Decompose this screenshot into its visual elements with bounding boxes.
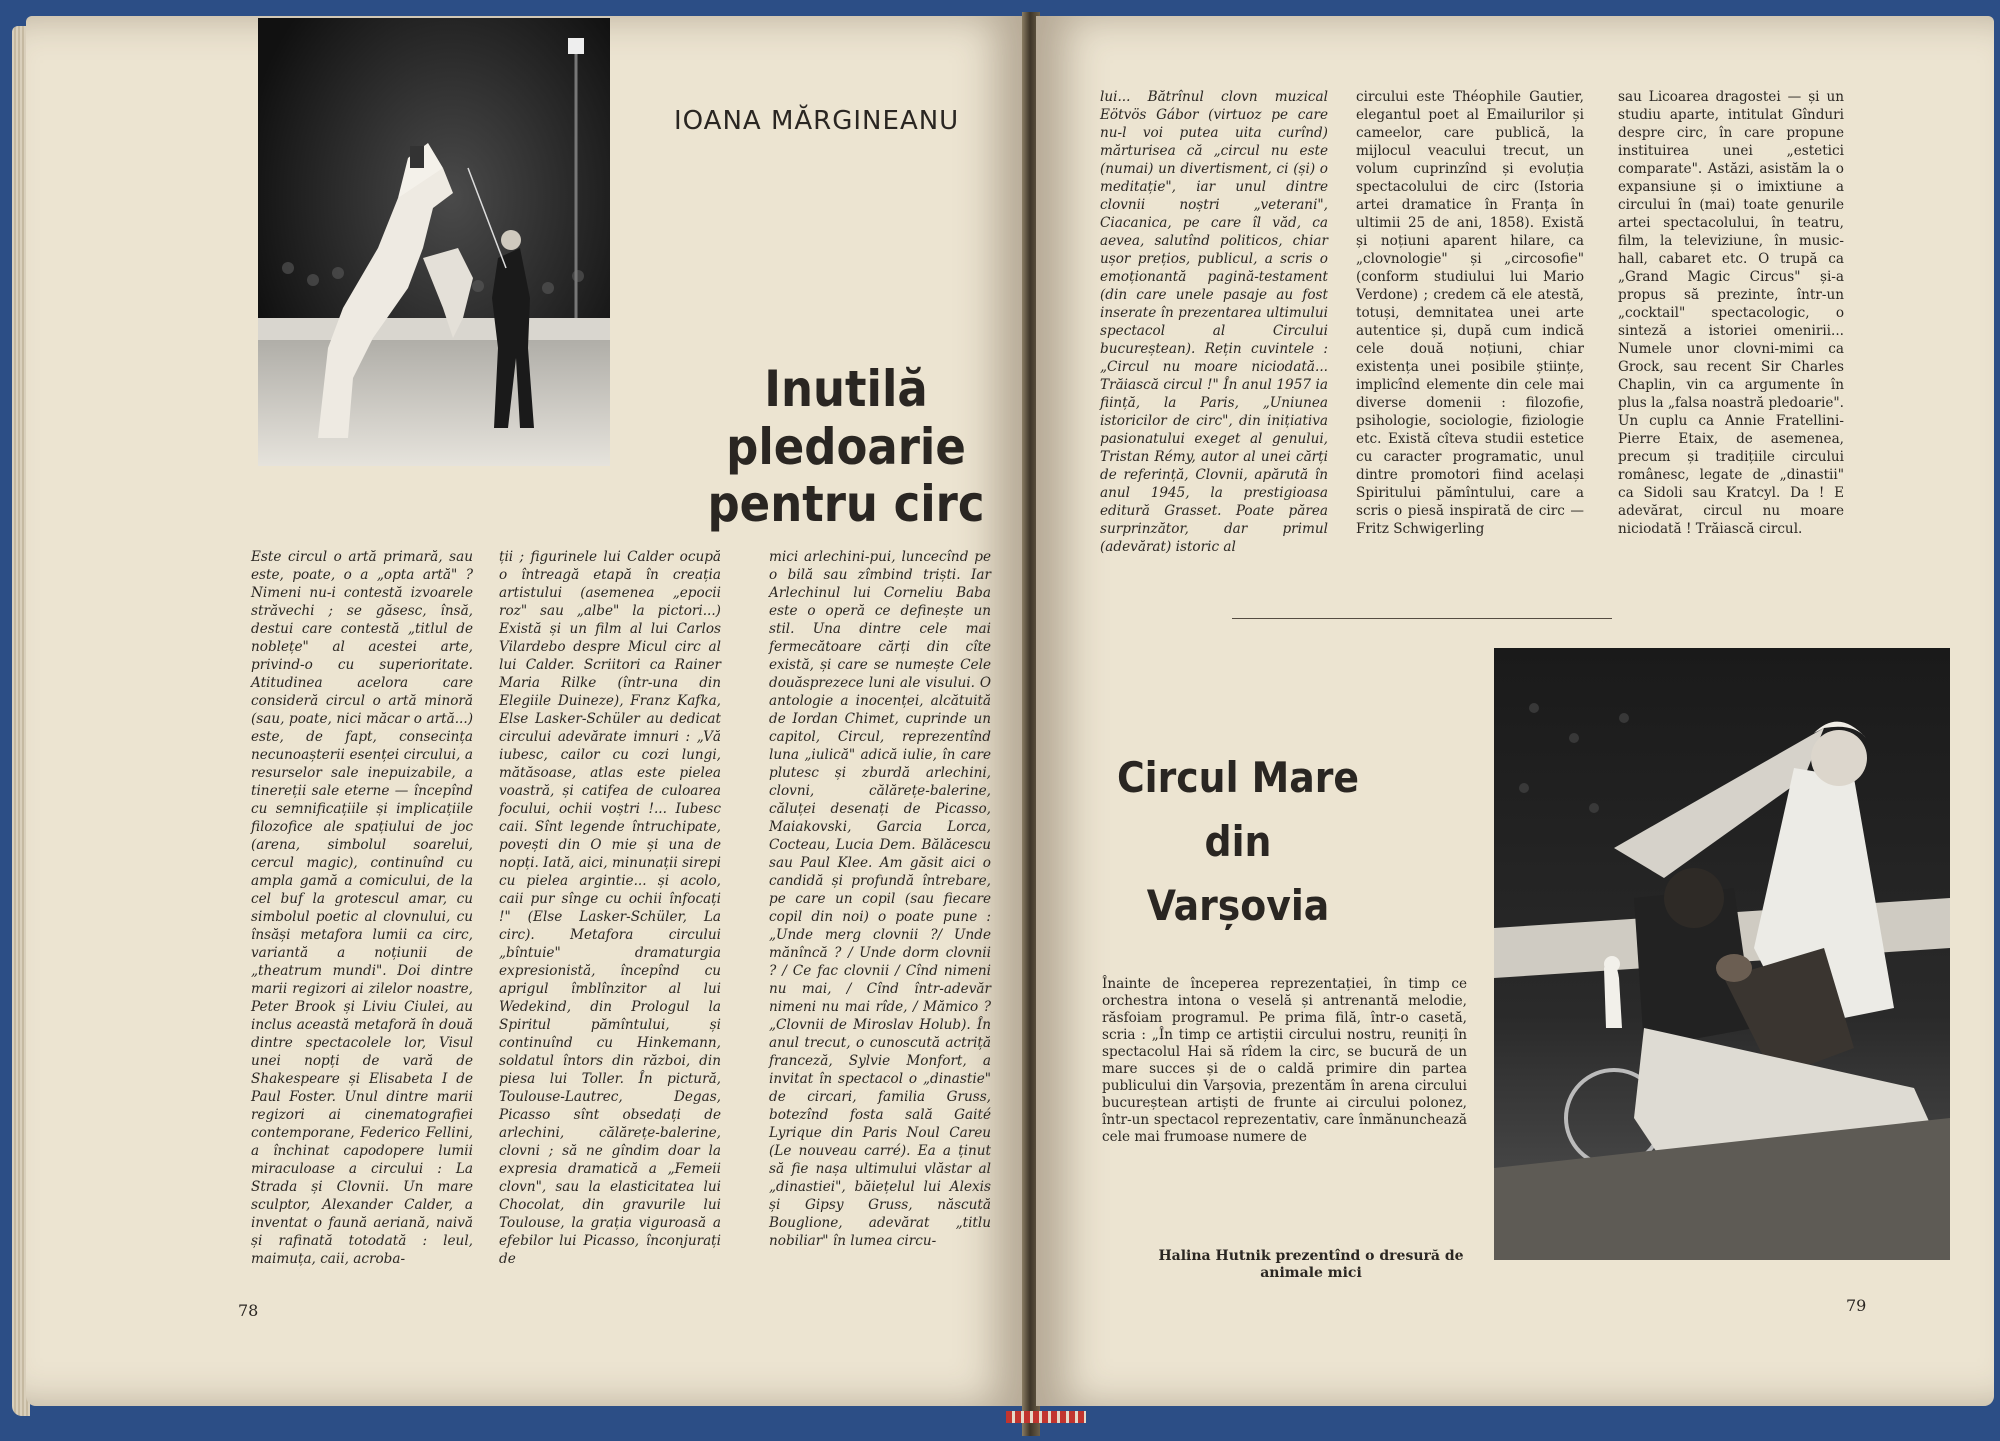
article2-body: Înainte de începerea reprezentației, în timp ce orchestra intona o veselă și antrenantă melodie, răsfoiam programul. Pe prima filă, într-o casetă, scria : „În timp ce artiștii circului nostru, reuniți în spectacolul Hai să rîdem la circ, se bucură de un mare succes și de o caldă primire din partea publicului din Varșovia, prezentăm în arena circului bucureștean artiști de frunte ai circului polonez, într-un spectacol reprezentativ, care înmănunchează cele mai frumoase numere de: [1102, 976, 1467, 1145]
page-number-right: 79: [1846, 1296, 1867, 1315]
horse-trainer-image: [258, 18, 610, 466]
headline-line-2: pentru circ: [707, 475, 985, 533]
left-column-3: mici arlechini-pui, luncecînd pe o bilă sau zîmbind triști. Iar Arlechinul lui Corneliu Baba este o operă ce definește un stil. Una dintre cele mai fermecătoare cărți din cîte există, și care se numește Cele douăsprezece luni ale visului. O antologie a inocenței, alcătuită de Iordan Chimet, cuprinde un capitol, Circul, reprezentînd luna „iulică" adică iulie, în care plutesc și zburdă arlechini, clovni, călărețe-balerine, căluței desenați de Picasso, Maiakovski, Garcia Lorca, Cocteau, Lucia Dem. Bălăcescu sau Paul Klee. Am găsit aici o candidă și profundă întrebare, pe care un copil (sau fiecare copil din noi) o poate pune : „Unde merg clovnii ?/ Unde mănîncă ? / Unde dorm clovnii ? / Ce fac clovnii / Cînd nimeni nu mai, / Cînd într-adevăr nimeni nu mai rîde, / Mămico ? „Clovnii de Miroslav Holub). În anul trecut, o cunoscută actriță franceză, Sylvie Monfort, a invitat în spectacol o „dinastie" de circari, familia Gruss, botezînd fosta sală Gaité Lyrique din Paris Noul Careu (Le nouveau carré). Ea a ținut să fie nașa ultimului vlăstar al „dinastiei", băiețelul lui Alexis și Gipsy Gruss, născută Bouglione, adevărat „titlu nobiliar" în lumea circu-: [769, 549, 991, 1249]
headline-line-1: Inutilă pledoarie: [726, 360, 966, 476]
left-column-1: Este circul o artă primară, sau este, poate, o a „opta artă" ? Nimeni nu-i contestă izvoarele străvechi ; se găsesc, însă, destui care contestă „titlul de noblețe" al acestei arte, privind-o cu superioritate. Atitudinea acelora care consideră circul o artă minoră (sau, poate, nici măcar o artă...) este, de fapt, consecința necunoașterii esenței circului, a resurselor sale inepuizabile, a tinereții sale eterne — începînd cu semnificațiile și implicațiile filozofice ale spațiului de joc (arena, simbolul soarelui, cercul magic), continuînd cu ampla gamă a comicului, de la cel buf la grotescul amar, cu simbolul poetic al clovnului, cu însăși metafora lumii ca circ, variantă a noțiunii de „theatrum mundi". Doi dintre marii regizori ai zilelor noastre, Peter Brook și Liviu Ciulei, au inclus această metaforă în două dintre spectacolele lor, Visul unei nopți de vară de Shakespeare și Elisabeta I de Paul Foster. Unul dintre marii regizori ai cinematografiei contemporane, Federico Fellini, a închinat capodopere lumii miraculoase a circului : La Strada și Clovnii. Un mare sculptor, Alexander Calder, a inventat o faună aeriană, naivă și rafinată totodată : leul, maimuța, caii, acroba-: [251, 549, 473, 1267]
headline2-line-3: Varșovia: [1146, 881, 1330, 930]
magazine-spread: [6, 6, 1994, 1430]
bookmark-ribbon: [1006, 1411, 1086, 1423]
right-column-3: sau Licoarea dragostei — și un studiu aparte, intitulat Gînduri despre circ, în care propune instituirea unei „estetici comparate". Astăzi, asistăm la o expansiune și o imixtiune a circului în (mai) toate genurile artei spectacolului, în teatru, film, la televiziune, în music-hall, cabaret etc. O trupă ca „Grand Magic Circus" și-a propus să prezinte, într-un „cocktail" spectacologic, o sinteză a istoriei omenirii... Numele unor clovni-mimi ca Grock, sau recent Sir Charles Chaplin, vin ca argumente în plus la „falsa noastră pledoarie". Un cuplu ca Annie Fratellini-Pierre Etaix, de asemenea, precum și tradițiile circului românesc, legate de „dinastii" ca Sidoli sau Kratcyl. Da ! E adevărat, circul nu moare niciodată ! Trăiască circul.: [1618, 89, 1844, 537]
headline2-line-1: Circul Mare: [1116, 753, 1360, 802]
right-column-2: circului este Théophile Gautier, elegantul poet al Emailurilor și cameelor, care publică, la mijlocul veacului trecut, un volum cuprinzînd și evoluția spectacolului de circ (Istoria artei dramatice în Franța în ultimii 25 de ani, 1858). Există și noțiuni aparent hilare, ca „clovnologie" și „circosofie" (conform studiului lui Mario Verdone) ; credem că ele atestă, totuși, demnitatea unei arte autentice și, după cum indică cele două noțiuni, chiar existența unei posibile științe, implicînd elemente din cele mai diverse domenii : filozofie, psihologie, sociologie, fiziologie etc. Există cîteva studii estetice cu caracter programatic, unul dintre promotori fiind același Spiritului pămîntului, care a scris o piesă inspirată de circ — Fritz Schwigerling: [1356, 89, 1584, 537]
left-column-2: ții ; figurinele lui Calder ocupă o întreagă etapă în creația artistului (asemenea „epocii roz" sau „albe" la pictori...) Există și un film al lui Carlos Vilardebo despre Micul circ al lui Calder. Scriitori ca Rainer Maria Rilke (într-una din Elegiile Duineze), Franz Kafka, Else Lasker-Schüler au dedicat circului adevărate imnuri : „Vă iubesc, cailor cu cozi lungi, mătăsoase, atlas este pielea voastră, și catifea de culoarea focului, ochii voștri !... Iubesc caii. Sînt legende întruchipate, povești din O mie și una de nopți. Iată, aici, minunații sirepi cu pielea argintie... și acolo, caii pur sînge cu ochii înfocați !" (Else Lasker-Schüler, La circ). Metafora circului „bîntuie" dramaturgia expresionistă, începînd cu aprigul îmblînzitor al lui Wedekind, din Prologul la Spiritul pămîntului, și continuînd cu Hinkemann, soldatul întors din război, din piesa lui Toller. În pictură, Toulouse-Lautrec, Degas, Picasso sînt obsedați de arlechini, călărețe-balerine, clovni ; să ne gîndim doar la expresia dramatică a „Femeii clovn", sau la elasticitatea lui Chocolat, din gravurile lui Toulouse, la grația viguroasă a efebilor lui Picasso, înconjurați de: [499, 549, 721, 1267]
right-column-1: lui... Bătrînul clovn muzical Eötvös Gábor (virtuoz pe care nu-l voi putea uita curînd) mărturisea că „circul nu este (numai) un divertisment, ci (și) o meditație", iar unul dintre clovnii noștri „veterani", Ciacanica, pe care îl văd, ca aevea, salutînd politicos, chiar ușor prețios, publicul, a scris o emoționantă pagină-testament (din care unele pasaje au fost inserate în prezentarea ultimului spectacol al Circului bucureștean). Rețin cuvintele : „Circul nu moare niciodată... Trăiască circul !" În anul 1957 ia ființă, la Paris, „Uniunea istoricilor de circ", din inițiativa pasionatului exeget al genului, Tristan Rémy, autor al unei cărți de referință, Clovnii, apărută în anul 1945, la prestigioasa editură Grasset. Poate părea surprinzător, dar primul (adevărat) istoric al: [1100, 89, 1328, 555]
headline2-line-2: din: [1204, 817, 1272, 866]
page-number-left: 78: [238, 1301, 259, 1320]
animal-act-photo: [1494, 648, 1950, 1260]
caption-line-1: Halina Hutnik prezentînd o dresură de: [1158, 1248, 1464, 1264]
section-divider: [1232, 618, 1612, 619]
animal-act-image: [1494, 648, 1950, 1260]
headline-main: [666, 361, 1026, 534]
photo-caption: [1146, 1248, 1476, 1282]
headline-secondary: [1088, 746, 1388, 938]
horse-trainer-photo: [258, 18, 610, 466]
caption-line-2: animale mici: [1260, 1265, 1362, 1281]
left-page: [26, 16, 1026, 1406]
right-page: [1036, 16, 1994, 1406]
author-name: IOANA MĂRGINEANU: [674, 106, 960, 136]
